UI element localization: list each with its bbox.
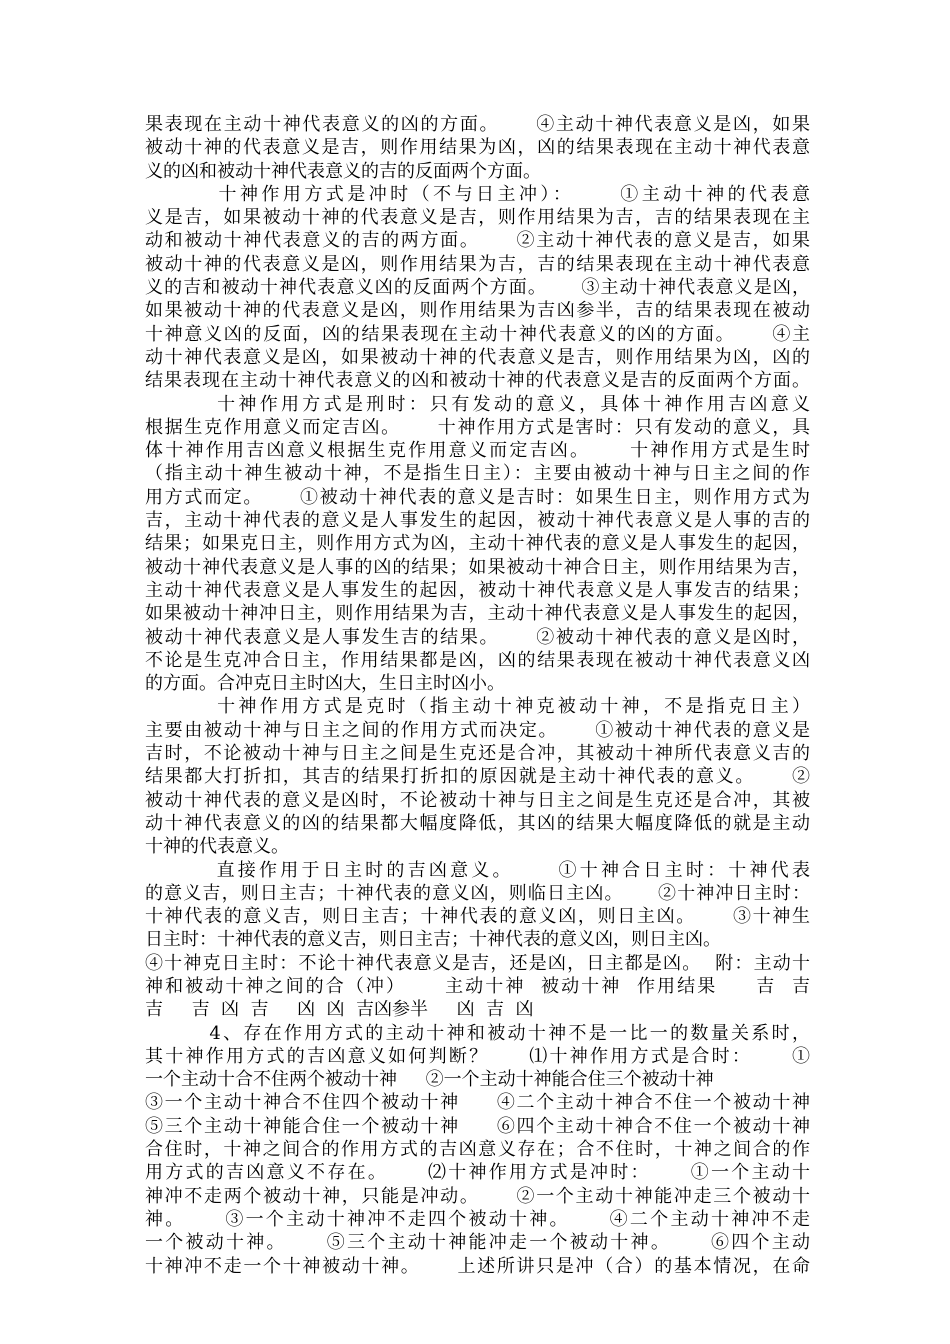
text-line: 合住时，十神之间合的作用方式的吉凶意义存在；合不住时，十神之间合的作 (145, 1139, 810, 1161)
text-line: ③一个主动十神合不住四个被动十神 ④二个主动十神合不住一个被动十神 (145, 1092, 810, 1114)
text-line: 用方式而定。 ①被动十神代表的意义是吉时：如果生日主，则作用方式为 (145, 486, 810, 508)
text-line: 被动十神的代表意义是凶，则作用结果为吉，吉的结果表现在主动十神代表意 (145, 253, 810, 275)
text-line: 十神作用方式是刑时：只有发动的意义，具体十神作用吉凶意义 (145, 393, 810, 415)
text-line: 吉，主动十神代表的意义是人事发生的起因，被动十神代表意义是人事的吉的 (145, 510, 810, 532)
document-body (145, 113, 810, 1278)
text-line: 被动十神的代表意义是吉，则作用结果为凶，凶的结果表现在主动十神代表意 (145, 137, 810, 159)
text-line: ⑤三个主动十神能合住一个被动十神 ⑥四个主动十神合不住一个被动十神 (145, 1115, 810, 1137)
text-line: 结果表现在主动十神代表意义的凶和被动十神的代表意义是吉的反面两个方面。 (145, 370, 810, 392)
text-line: 义是吉，如果被动十神的代表意义是吉，则作用结果为吉，吉的结果表现在主 (145, 207, 810, 229)
text-line: ④十神克日主时：不论十神代表意义是吉，还是凶，日主都是凶。 附：主动十 (145, 952, 810, 974)
text-line: 神。 ③一个主动十神冲不走四个被动十神。 ④二个主动十神冲不走 (145, 1208, 810, 1230)
text-line: 十神冲不走一个十神被动十神。 上述所讲只是冲（合）的基本情况，在命 (145, 1255, 810, 1277)
text-line: 义的吉和被动十神代表意义凶的反面两个方面。 ③主动十神代表意义是凶， (145, 277, 810, 299)
text-line: 十神作用方式是克时（指主动十神克被动十神，不是指克日主） (145, 696, 810, 718)
text-line: 日主时：十神代表的意义吉，则日主吉；十神代表的意义凶，则日主凶。 (145, 929, 721, 951)
text-line: 直接作用于日主时的吉凶意义。 ①十神合日主时：十神代表 (145, 859, 810, 881)
text-line: 结果都大打折扣，其吉的结果打折扣的原因就是主动十神代表的意义。 ② (145, 766, 810, 788)
text-line: 一个主动十合不住两个被动十神 ②一个主动十神能合住三个被动十神 (145, 1069, 714, 1091)
text-line: 的意义吉，则日主吉；十神代表的意义凶，则临日主凶。 ②十神冲日主时： (145, 882, 810, 904)
text-line: 其十神作用方式的吉凶意义如何判断？ ⑴十神作用方式是合时： ① (145, 1045, 810, 1067)
text-line: 动十神代表意义是凶，如果被动十神的代表意义是吉，则作用结果为凶，凶的 (145, 346, 810, 368)
text-line: 动十神代表意义的凶的结果都大幅度降低，其凶的结果大幅度降低的就是主动 (145, 812, 810, 834)
text-line: 神和被动十神之间的合（冲） 主动十神 被动十神 作用结果 吉 吉 (145, 975, 810, 997)
text-line: 吉 吉 凶 吉 凶 凶 吉凶参半 凶 吉 凶 (145, 999, 534, 1021)
text-line: 根据生克作用意义而定吉凶。 十神作用方式是害时：只有发动的意义，具 (145, 416, 810, 438)
text-line: 用方式的吉凶意义不存在。 ⑵十神作用方式是冲时： ①一个主动十 (145, 1162, 810, 1184)
text-line: 义的凶和被动十神代表意义的吉的反面两个方面。 (145, 160, 541, 182)
text-line: 被动十神代表意义是人事的凶的结果；如果被动十神合日主，则作用结果为吉， (145, 556, 810, 578)
text-line: 被动十神代表的意义是凶时，不论被动十神与日主之间是生克还是合冲，其被 (145, 789, 810, 811)
text-line: 果表现在主动十神代表意义的凶的方面。 ④主动十神代表意义是凶，如果 (145, 114, 810, 135)
text-line: 结果；如果克日主，则作用方式为凶，主动十神代表的意义是人事发生的起因， (145, 533, 810, 555)
text-line: 十神作用方式是冲时（不与日主冲）： ①主动十神的代表意 (145, 183, 810, 205)
text-line: （指主动十神生被动十神，不是指生日主）：主要由被动十神与日主之间的作 (145, 463, 810, 485)
text-line: 被动十神代表意义是人事发生吉的结果。 ②被动十神代表的意义是凶时， (145, 626, 810, 648)
text-line: 4、存在作用方式的主动十神和被动十神不是一比一的数量关系时， (145, 1022, 810, 1044)
text-line: 十神意义凶的反面，凶的结果表现在主动十神代表意义的凶的方面。 ④主 (145, 323, 810, 345)
text-line: 的方面。合冲克日主时凶大，生日主时凶小。 (145, 673, 505, 695)
text-line: 动和被动十神代表意义的吉的两方面。 ②主动十神代表的意义是吉，如果 (145, 230, 810, 252)
text-line: 主动十神代表意义是人事发生的起因，被动十神代表意义是人事发吉的结果； (145, 579, 810, 601)
text-line: 如果被动十神的代表意义是凶，则作用结果为吉凶参半，吉的结果表现在被动 (145, 300, 810, 322)
text-line: 不论是生克冲合日主，作用结果都是凶，凶的结果表现在被动十神代表意义凶 (145, 649, 810, 671)
text-line: 吉时，不论被动十神与日主之间是生克还是合冲，其被动十神所代表意义吉的 (145, 743, 810, 765)
text-line: 十神代表的意义吉，则日主吉；十神代表的意义凶，则日主凶。 ③十神生 (145, 906, 810, 928)
text-line: 如果被动十神冲日主，则作用结果为吉，主动十神代表意义是人事发生的起因， (145, 603, 810, 625)
text-line: 主要由被动十神与日主之间的作用方式而决定。 ①被动十神代表的意义是 (145, 719, 810, 741)
text-line: 体十神作用吉凶意义根据生克作用意义而定吉凶。 十神作用方式是生时 (145, 440, 810, 462)
text-line: 神冲不走两个被动十神，只能是冲动。 ②一个主动十神能冲走三个被动十 (145, 1185, 810, 1207)
text-line: 一个被动十神。 ⑤三个主动十神能冲走一个被动十神。 ⑥四个主动 (145, 1232, 810, 1254)
text-line: 十神的代表意义。 (145, 836, 289, 858)
